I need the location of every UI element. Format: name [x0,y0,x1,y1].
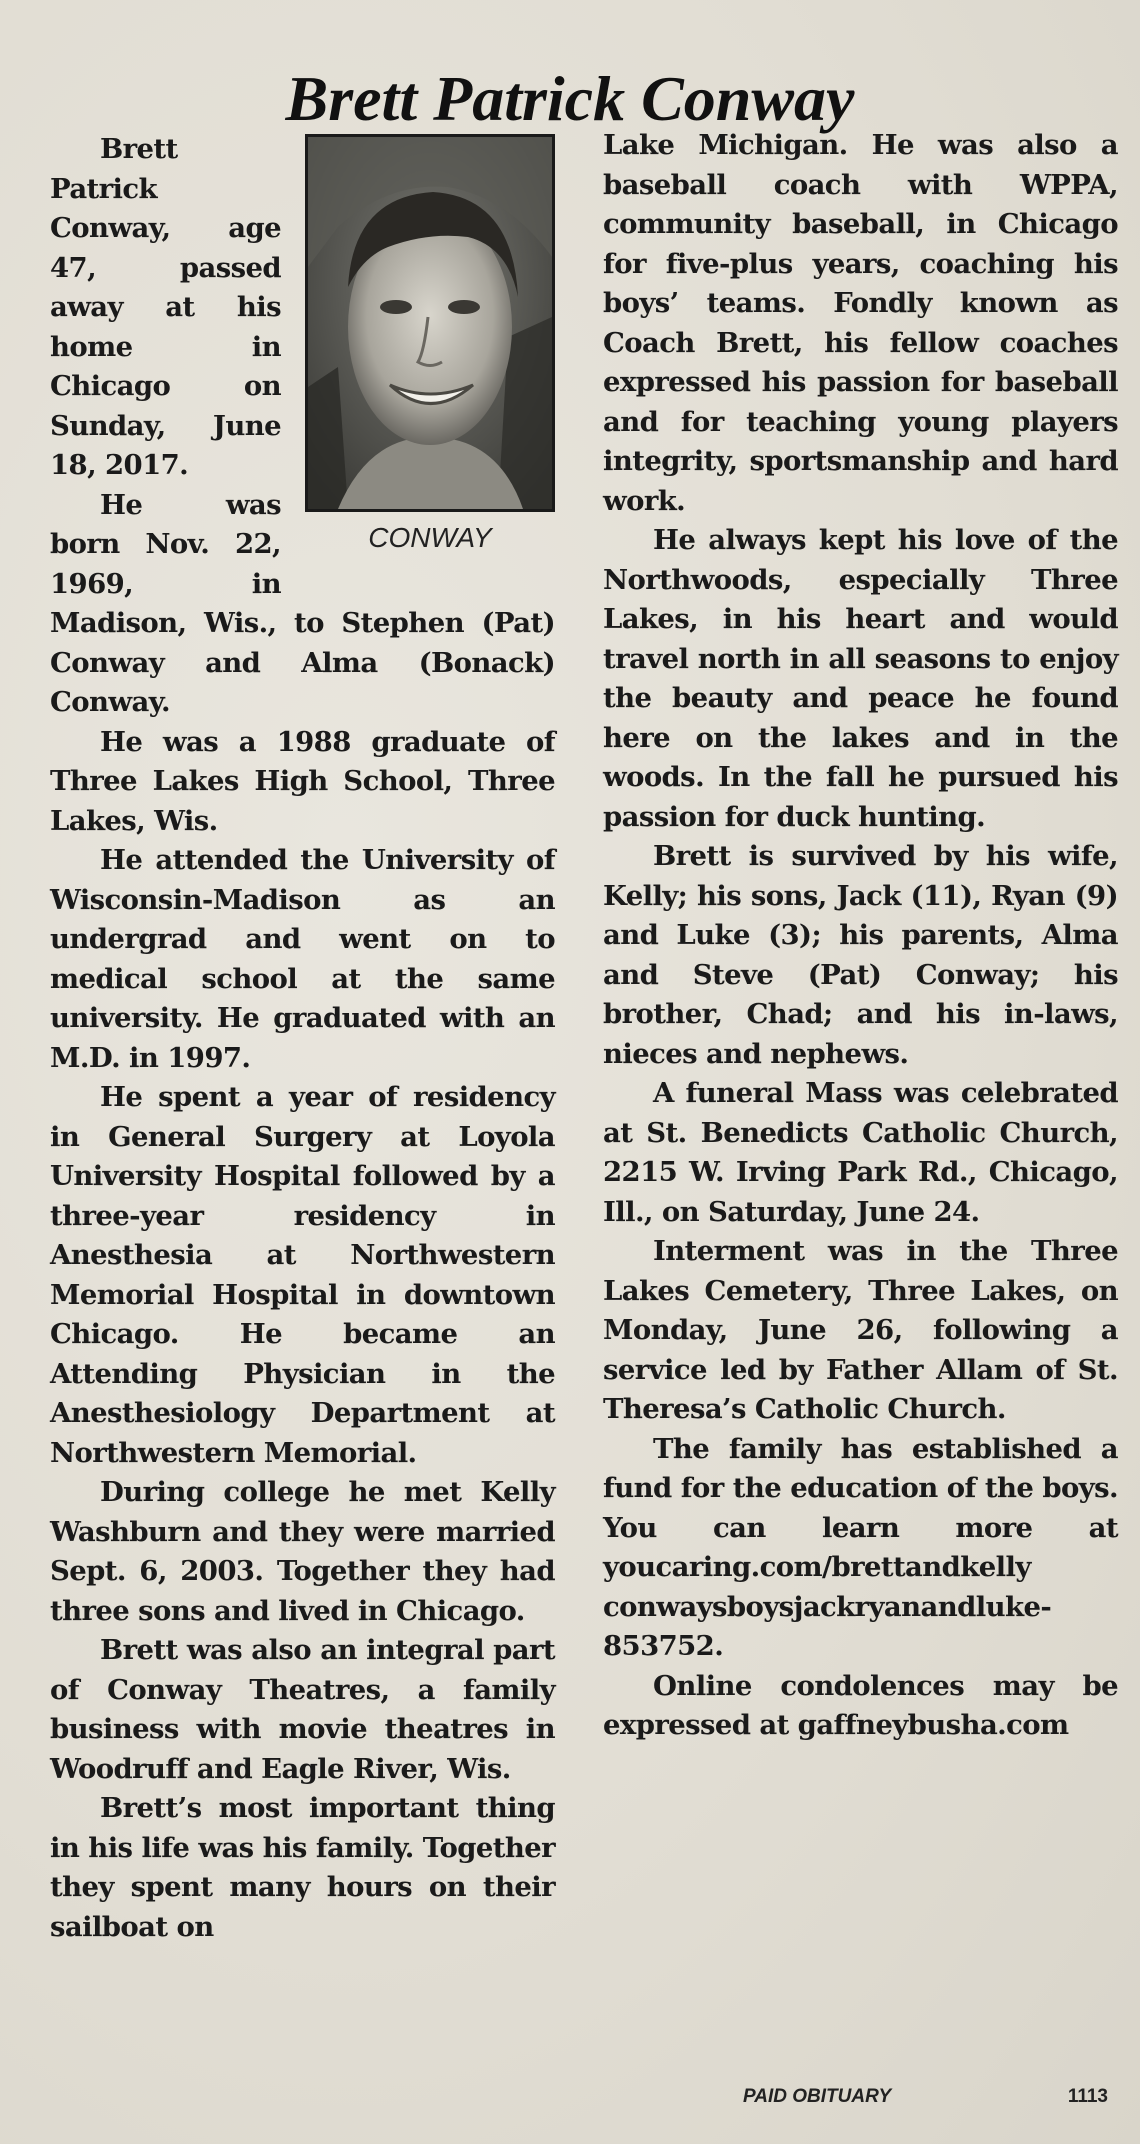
right-column [603,126,1118,1746]
paragraph-high-school: He was a 1988 graduate of Three Lakes High School, Three Lakes, Wis. [50,725,555,837]
photo-block [305,134,555,558]
paragraph-condolences: Online condolences may be expressed at gaffneybusha.com [603,1669,1118,1741]
paragraph-interment: Interment was in the Three Lakes Cemetery, Three Lakes, on Monday, June 26, following a service led by Father Allam of St. Theresa’s Catholic Church. [603,1235,1118,1425]
obituary-title: Brett Patrick Conway [285,62,855,134]
paragraph-family: Brett’s most important thing in his life was his family. Together they spent many hours on their sailboat on [50,1792,555,1943]
paragraph-theatres: Brett was also an integral part of Conway Theatres, a family business with movie theatres in Woodruff and Eagle River, Wis. [50,1634,555,1785]
portrait-photo-icon [308,137,552,509]
paragraph-marriage: During college he met Kelly Washburn and they were married Sept. 6, 2003. Together they had three sons and lived in Chicago. [50,1476,555,1627]
photo-caption: CONWAY [368,522,492,553]
left-column [50,130,555,1947]
paid-obituary-label: PAID OBITUARY [743,2086,892,2107]
paragraph-fund: The family has established a fund for the education of the boys. You can learn more at youcaring.com/brettandkelly conwaysboysjackryanandluke-853752. [603,1432,1118,1662]
portrait-photo [305,134,555,512]
paragraph-survivors: Brett is survived by his wife, Kelly; his sons, Jack (11), Ryan (9) and Luke (3); his parents, Alma and Steve (Pat) Conway; his brother, Chad; and his in-laws, nieces and nephews. [603,840,1118,1070]
paragraph-birth: He was born Nov. 22, 1969, in Madison, Wis., to Stephen (Pat) Conway and Alma (Bonack) Conway. [50,488,555,718]
paragraph-northwoods: He always kept his love of the Northwoods, especially Three Lakes, in his heart and would travel north in all seasons to enjoy the beauty and peace he found here on the lakes and in the woods. In the fall he pursued his passion for duck hunting. [603,524,1118,833]
paragraph-death: Brett Patrick Conway, age 47, passed away at his home in Chicago on Sunday, June 18, 2017. [50,133,281,481]
ad-code: 1113 [1067,2086,1108,2107]
paragraph-baseball: Lake Michigan. He was also a baseball coach with WPPA, community baseball, in Chicago for five-plus years, coaching his boys’ teams. Fondly known as Coach Brett, his fellow coaches expressed his passion for baseball and for teaching young players integrity, sportsmanship and hard work. [603,129,1118,517]
paragraph-residency: He spent a year of residency in General Surgery at Loyola University Hospital followed by a three-year residency in Anesthesia at Northwestern Memorial Hospital in downtown Chicago. He became an Attending Physician in the Anesthesiology Department at Northwestern Memorial. [50,1081,555,1469]
paragraph-funeral: A funeral Mass was celebrated at St. Benedicts Catholic Church, 2215 W. Irving Park Rd., Chicago, Ill., on Saturday, June 24. [603,1077,1118,1228]
paragraph-university: He attended the University of Wisconsin-Madison as an undergrad and went on to medical school at the same university. He graduated with an M.D. in 1997. [50,844,555,1074]
